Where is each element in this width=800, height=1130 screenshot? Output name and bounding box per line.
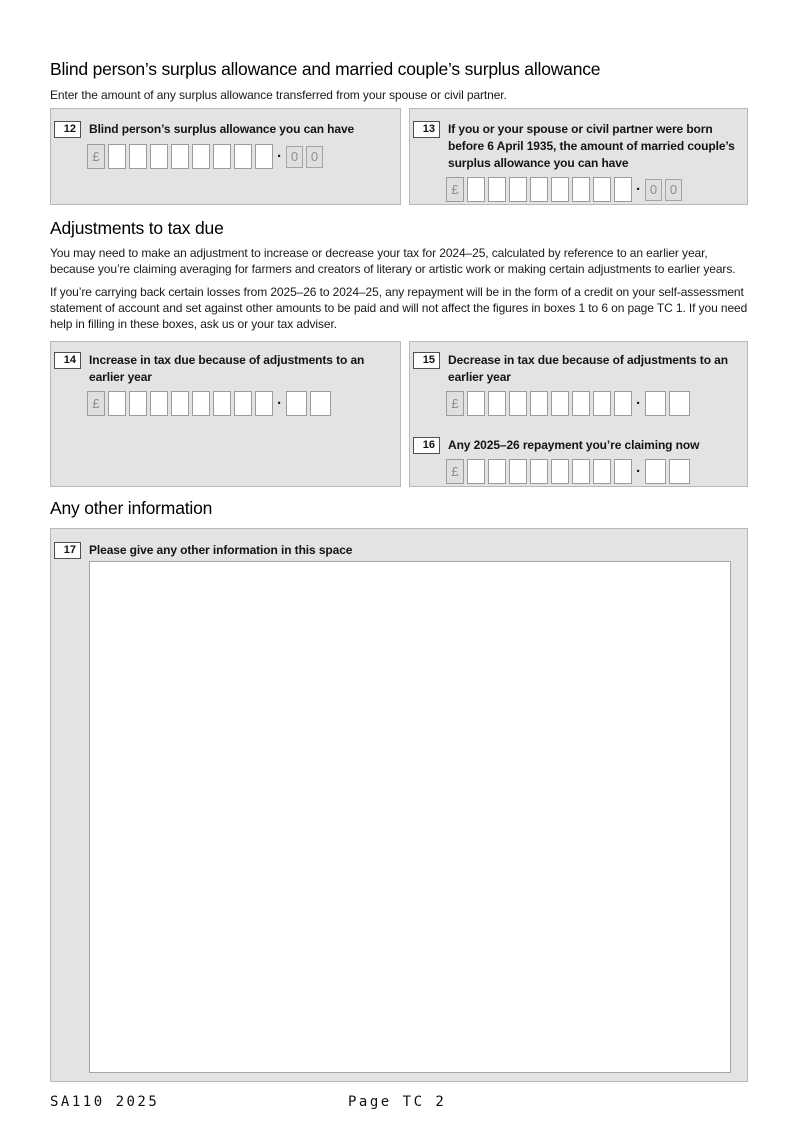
box-15-question bbox=[410, 342, 747, 386]
box-13-amount-field bbox=[446, 177, 747, 202]
box-13-digit-box[interactable] bbox=[551, 177, 569, 202]
box-15-digit-box[interactable] bbox=[614, 391, 632, 416]
box-16-number: 16 bbox=[413, 437, 440, 454]
box-13-number: 13 bbox=[413, 121, 440, 138]
box-14-pence-box[interactable] bbox=[286, 391, 307, 416]
box-15-number: 15 bbox=[413, 352, 440, 369]
box-13-label: If you or your spouse or civil partner were born before 6 April 1935, the amount of married couple’s surplus allowance you can have bbox=[448, 122, 735, 170]
box-16-digit-box[interactable] bbox=[509, 459, 527, 484]
box-14-amount-field bbox=[87, 391, 400, 416]
box-14-digit-box[interactable] bbox=[255, 391, 273, 416]
box-16-digit-box[interactable] bbox=[467, 459, 485, 484]
box-13-digit-box[interactable] bbox=[509, 177, 527, 202]
box-14-digit-box[interactable] bbox=[234, 391, 252, 416]
box-12-block bbox=[50, 108, 401, 205]
pound-sign-prefix: £ bbox=[446, 391, 464, 416]
box-15-pence-box[interactable] bbox=[645, 391, 666, 416]
section-heading-other-information: Any other information bbox=[50, 498, 213, 518]
box-15-digit-box[interactable] bbox=[593, 391, 611, 416]
box-14-digit-box[interactable] bbox=[108, 391, 126, 416]
box-15-16-block bbox=[409, 341, 748, 487]
box-13-pence-box: 0 bbox=[665, 179, 682, 201]
box-12-digit-box[interactable] bbox=[213, 144, 231, 169]
box-12-digit-box[interactable] bbox=[234, 144, 252, 169]
box-14-number: 14 bbox=[54, 352, 81, 369]
box-14-digit-box[interactable] bbox=[129, 391, 147, 416]
panel-other-information bbox=[50, 528, 748, 1082]
box-14-digit-box[interactable] bbox=[213, 391, 231, 416]
box-12-pence-box: 0 bbox=[286, 146, 303, 168]
box-16-digit-box[interactable] bbox=[572, 459, 590, 484]
box-15-digit-box[interactable] bbox=[551, 391, 569, 416]
box-15-digit-box[interactable] bbox=[572, 391, 590, 416]
box-15-digit-box[interactable] bbox=[467, 391, 485, 416]
box-12-label: Blind person’s surplus allowance you can have bbox=[89, 122, 355, 136]
box-17-block bbox=[50, 528, 748, 1082]
decimal-point: · bbox=[636, 181, 641, 198]
pound-sign-prefix: £ bbox=[87, 391, 105, 416]
box-16-digit-box[interactable] bbox=[488, 459, 506, 484]
box-13-digit-box[interactable] bbox=[530, 177, 548, 202]
decimal-point: · bbox=[636, 463, 641, 480]
box-15-amount-field bbox=[446, 391, 747, 416]
box-12-pence-box: 0 bbox=[306, 146, 323, 168]
box-14-digit-box[interactable] bbox=[171, 391, 189, 416]
box-17-number: 17 bbox=[54, 542, 81, 559]
box-13-question bbox=[410, 109, 747, 172]
box-14-question bbox=[51, 342, 400, 386]
box-17-question bbox=[51, 529, 747, 559]
panel-surplus-allowance bbox=[50, 108, 748, 205]
decimal-point: · bbox=[636, 395, 641, 412]
box-12-digit-box[interactable] bbox=[129, 144, 147, 169]
panel-adjustments bbox=[50, 341, 748, 487]
footer-page-label: Page TC 2 bbox=[348, 1094, 447, 1110]
box-13-digit-box[interactable] bbox=[593, 177, 611, 202]
box-13-pence-box: 0 bbox=[645, 179, 662, 201]
box-14-pence-box[interactable] bbox=[310, 391, 331, 416]
box-12-number: 12 bbox=[54, 121, 81, 138]
box-15-pence-box[interactable] bbox=[669, 391, 690, 416]
box-14-label: Increase in tax due because of adjustments to an earlier year bbox=[89, 353, 365, 384]
box-12-digit-box[interactable] bbox=[150, 144, 168, 169]
box-13-digit-box[interactable] bbox=[614, 177, 632, 202]
box-16-digit-box[interactable] bbox=[593, 459, 611, 484]
box-12-digit-box[interactable] bbox=[192, 144, 210, 169]
box-12-question bbox=[51, 109, 400, 138]
box-16-digit-box[interactable] bbox=[530, 459, 548, 484]
box-13-digit-box[interactable] bbox=[572, 177, 590, 202]
box-14-digit-box[interactable] bbox=[150, 391, 168, 416]
pound-sign-prefix: £ bbox=[446, 177, 464, 202]
box-13-digit-box[interactable] bbox=[467, 177, 485, 202]
box-13-digit-box[interactable] bbox=[488, 177, 506, 202]
footer-form-id: SA110 2025 bbox=[50, 1094, 160, 1110]
box-15-label: Decrease in tax due because of adjustments to an earlier year bbox=[448, 353, 728, 384]
box-12-digit-box[interactable] bbox=[255, 144, 273, 169]
box-15-digit-box[interactable] bbox=[509, 391, 527, 416]
box-16-label: Any 2025–26 repayment you’re claiming now bbox=[448, 438, 700, 452]
box-16-digit-box[interactable] bbox=[614, 459, 632, 484]
box-12-amount-field bbox=[87, 144, 400, 169]
box-17-label: Please give any other information in this space bbox=[89, 543, 353, 557]
box-16-pence-box[interactable] bbox=[645, 459, 666, 484]
box-14-block bbox=[50, 341, 401, 487]
box-14-digit-box[interactable] bbox=[192, 391, 210, 416]
decimal-point: · bbox=[277, 395, 282, 412]
box-16-digit-box[interactable] bbox=[551, 459, 569, 484]
pound-sign-prefix: £ bbox=[87, 144, 105, 169]
adjustments-paragraph-2: If you’re carrying back certain losses from 2025–26 to 2024–25, any repayment will be in the form of a credit on your self-assessment statement of account and set against other amounts to be paid and will not affect the figures in boxes 1 to 6 on page TC 1. If you need help in filling in these boxes, ask us or your tax adviser. bbox=[50, 285, 748, 331]
box-15-digit-box[interactable] bbox=[530, 391, 548, 416]
decimal-point: · bbox=[277, 148, 282, 165]
section-heading-surplus-allowance: Blind person’s surplus allowance and married couple’s surplus allowance bbox=[50, 59, 601, 79]
section-heading-adjustments: Adjustments to tax due bbox=[50, 218, 224, 238]
box-12-digit-box[interactable] bbox=[108, 144, 126, 169]
adjustments-paragraph-1: You may need to make an adjustment to increase or decrease your tax for 2024–25, calculated by reference to an earlier year, because you’re claiming averaging for farmers and creators of literary or artistic work or making certain adjustments to earlier years. bbox=[50, 246, 736, 276]
pound-sign-prefix: £ bbox=[446, 459, 464, 484]
other-information-textarea[interactable] bbox=[89, 561, 731, 1073]
box-16-question bbox=[410, 416, 747, 454]
box-15-digit-box[interactable] bbox=[488, 391, 506, 416]
section-intro-surplus-allowance: Enter the amount of any surplus allowance transferred from your spouse or civil partner. bbox=[50, 88, 507, 102]
box-16-pence-box[interactable] bbox=[669, 459, 690, 484]
box-13-block bbox=[409, 108, 748, 205]
box-12-digit-box[interactable] bbox=[171, 144, 189, 169]
box-16-amount-field bbox=[446, 459, 747, 484]
